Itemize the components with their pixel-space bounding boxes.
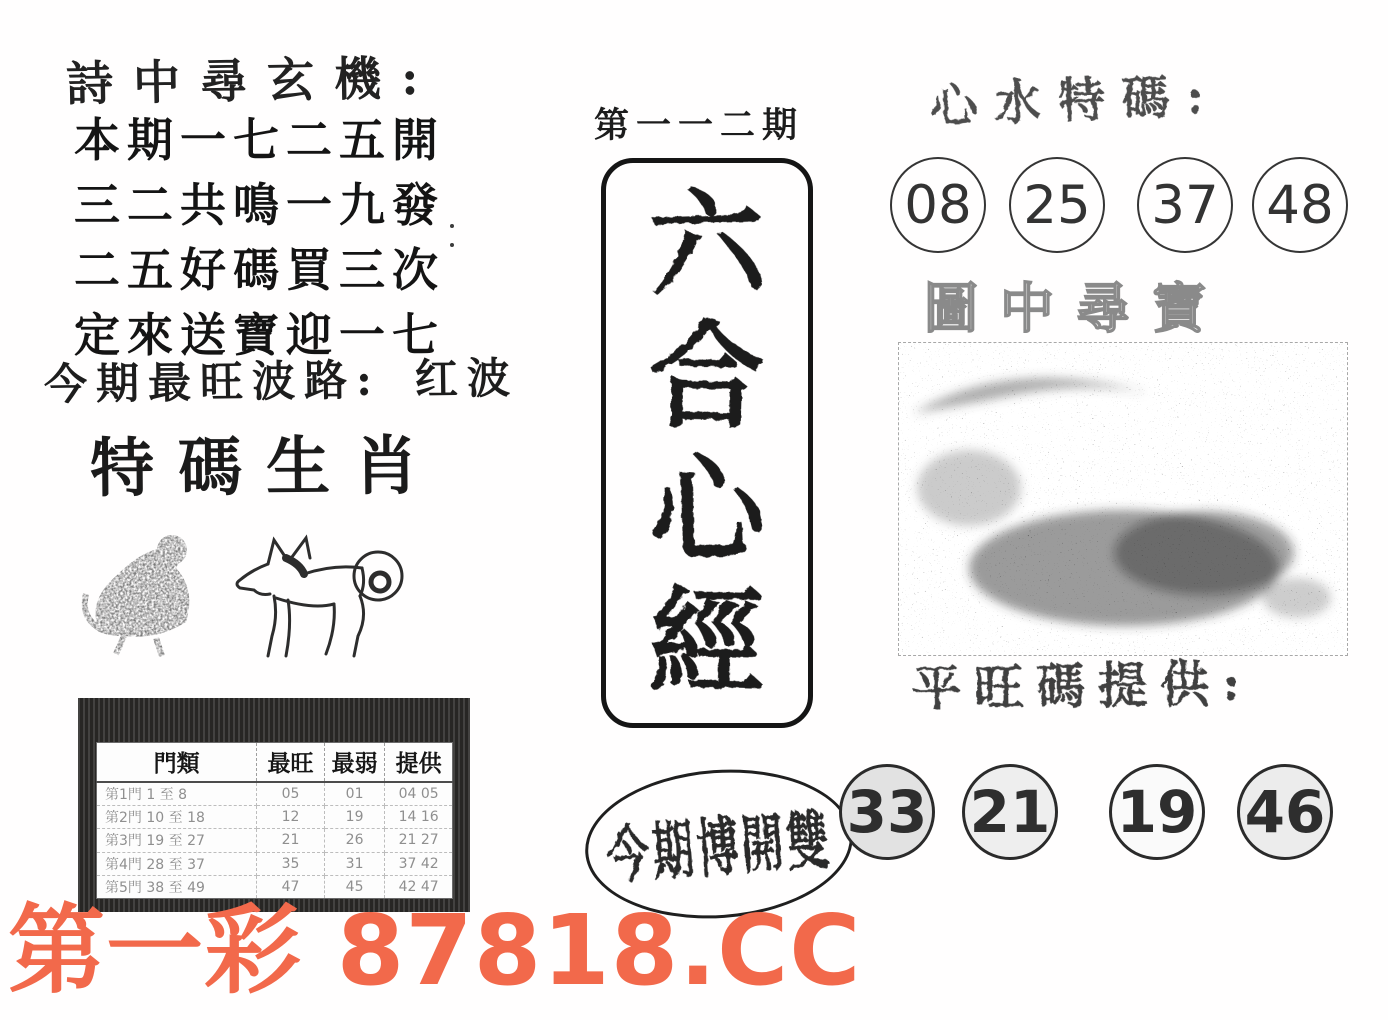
hot-number-ball: 25 [1009,157,1105,253]
ping-number-ball: 33 [839,764,935,860]
oval-slogan-text: 今期博開雙 [604,803,835,893]
table-row [97,806,453,829]
monkey-sketch [85,535,190,656]
treasure-picture [898,342,1348,656]
dog-sketch [237,538,402,656]
poem-line: 二五好碼買三次 [74,243,445,297]
watermark-text: 第一彩 87818.CC [8,894,862,1007]
cell-weak: 26 [324,829,385,852]
treasure-picture-title: 圖中尋寶 [924,276,1228,340]
ping-number-ball: 21 [962,764,1058,860]
ping-numbers-title: 平旺碼提供: [911,654,1254,718]
poem-title: 詩中尋玄機: [65,50,439,113]
col-header: 門類 [97,743,257,783]
cell-offer: 21 27 [385,829,453,852]
cell-hot: 05 [257,782,325,806]
poem-line: 本期一七二五開 [74,113,445,167]
cell-offer: 42 47 [398,878,439,895]
cell-category: 第4門 28 至 37 [97,852,257,875]
cell-hot: 35 [257,852,325,875]
cell-hot: 47 [257,875,325,898]
treasure-picture-noise [899,343,1345,653]
cell-weak: 19 [324,806,385,829]
cell-weak: 45 [324,875,385,898]
hot-number-ball: 37 [1137,157,1233,253]
cell-category: 第1門 1 至 8 [97,782,257,806]
col-header: 提供 [385,743,453,783]
zodiac-sketches [72,524,412,674]
hot-numbers-title: 心水特碼: [929,68,1222,135]
poem-line: 定來送寶迎一七 [74,308,445,362]
table-row [97,782,453,806]
hot-number-ball: 48 [1252,157,1348,253]
cell-weak: 01 [324,782,385,806]
ink-dots-artifact [450,224,472,230]
cell-hot: 21 [257,829,325,852]
poem-line: 三二共鳴一九發 [74,178,445,232]
cell-offer: 37 42 [385,852,453,875]
table-row [97,829,453,852]
ping-number-ball: 46 [1237,764,1333,860]
masthead-char: 經 [647,573,767,712]
masthead-box [601,158,813,728]
issue-label: 第一一二期 [594,105,805,146]
cell-offer: 14 16 [385,806,453,829]
poem-block [74,108,445,368]
cell-hot: 12 [257,806,325,829]
cell-weak: 31 [324,852,385,875]
ping-number-ball: 19 [1109,764,1205,860]
hot-number-ball: 08 [890,157,986,253]
hot-wave-label: 今期最旺波路: [43,355,382,411]
masthead-char: 六 [646,173,768,314]
col-header: 最弱 [324,743,385,783]
hot-wave-value: 红波 [414,353,520,406]
masthead-char: 合 [647,307,767,446]
zodiac-title: 特碼生肖 [89,428,443,507]
cell-category: 第2門 10 至 18 [97,806,257,829]
cell-category: 第3門 19 至 27 [97,829,257,852]
masthead-char: 心 [646,439,768,580]
cell-offer: 04 05 [385,782,453,806]
cell-category: 第5門 38 至 49 [97,875,257,898]
table-header-row [97,743,453,783]
col-header: 最旺 [257,743,325,783]
hot-wave-line [44,345,520,413]
